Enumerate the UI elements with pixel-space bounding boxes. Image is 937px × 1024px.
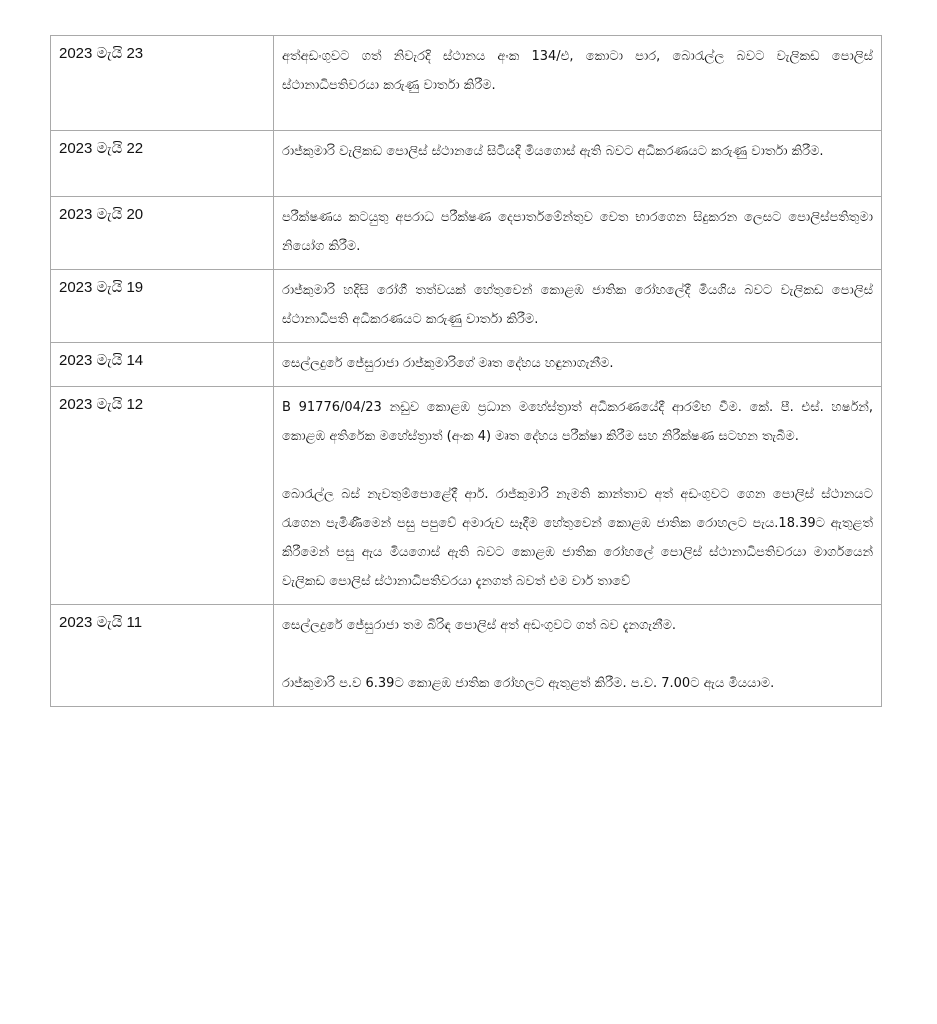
event-cell	[274, 131, 882, 197]
event-cell	[274, 270, 882, 343]
table-row	[51, 197, 882, 270]
table-row	[51, 270, 882, 343]
event-text: සෙල්ලදුරේ ජේසුරාජා රාජ්කුමාරිගේ මෘත දේහය හඳුනාගැනීම.	[282, 356, 614, 371]
date-cell: 2023 මැයි 11	[51, 605, 274, 707]
table-row	[51, 605, 882, 707]
event-cell	[274, 197, 882, 270]
event-cell	[274, 343, 882, 387]
event-cell	[274, 605, 882, 707]
date-cell: 2023 මැයි 20	[51, 197, 274, 270]
event-text: රාජ්කුමාරි ප.ව 6.39ට කොළඹ ජාතික රෝහලට ඇතුළත් කිරීම. ප.ව. 7.00ට ඇය මියයාම.	[282, 676, 775, 691]
date-cell: 2023 මැයි 23	[51, 36, 274, 131]
event-text: සෙල්ලදුරේ ජේසුරාජා තම බිරිඳ පොලිස් අත් අඩංගුවට ගත් බව දැනගැනීම.	[282, 618, 677, 633]
table-row	[51, 36, 882, 131]
event-text: අත්අඩංගුවට ගත් නිවැරදි ස්ථානය අංක 134/එ, කොටා පාර, බොරැල්ල බවට වැලිකඩ පොලිස් ස්ථානාධිපතිවරයා කරුණු වාර්තා කිරීම.	[282, 49, 873, 93]
event-text: රාජ්කුමාරි හදිසි රෝගී තත්වයක් හේතුවෙන් කොළඹ ජාතික රෝහලේදී මියගිය බවට වැලිකඩ පොලිස් ස්ථානාධිපති අධිකරණයට කරුණු වාර්තා කිරීම.	[282, 283, 873, 327]
event-text: රාජ්කුමාරි වැලිකඩ පොලිස් ස්ථානයේ සිටියදී මියගොස් ඇති බවට අධිකරණයට කරුණු වාර්තා කිරීම.	[282, 144, 824, 159]
event-text: පරීක්ෂණය කටයුතු අපරාධ පරීක්ෂණ දෙපාර්තමේන්තුව වෙත භාරගෙන සිදුකරන ලෙසට පොලිස්පතිතුමා නියෝග කිරීම.	[282, 210, 873, 254]
event-cell	[274, 387, 882, 605]
event-text: බොරැල්ල බස් නැවතුම්පොළේදී ආර්. රාජ්කුමාරි නැමති කාන්තාව අත් අඩංගුවට ගෙන පොලිස් ස්ථානයට රැගෙන පැමිණීමෙන් පසු පපුවේ අමාරුව සෑදීම හේතුවෙන් කොළඹ ජාතික රොහලට පැය.18.39ට ඇතුළත් කිරීමෙන් පසු ඇය මියගොස් ඇති බවට කොළඹ ජාතික රෝහලේ පොලිස් ස්ථානාධිපතිවරයා මාර්ගයෙන් වැලිකඩ පොලිස් ස්ථානාධිපතිවරයා දැනගත් බවත් එම වාර් තාවේ	[282, 487, 873, 589]
date-cell: 2023 මැයි 22	[51, 131, 274, 197]
event-text: B 91776/04/23 නඩුව කොළඹ ප්‍රධාන මහේස්ත්‍රාත් අධිකරණයේදී ආරම්භ වීම. කේ. පී. එස්. හර්ෂන්, කොළඹ අතිරේක මහේස්ත්‍රාත් (අංක 4) මෘත දේහය පරීක්ෂා කිරීම සහ නිරීක්ෂණ සටහන තැබීම.	[282, 400, 873, 444]
table-row	[51, 131, 882, 197]
date-cell: 2023 මැයි 19	[51, 270, 274, 343]
date-cell: 2023 මැයි 12	[51, 387, 274, 605]
event-cell	[274, 36, 882, 131]
timeline-table	[50, 35, 882, 707]
table-row	[51, 387, 882, 605]
date-cell: 2023 මැයි 14	[51, 343, 274, 387]
table-row	[51, 343, 882, 387]
